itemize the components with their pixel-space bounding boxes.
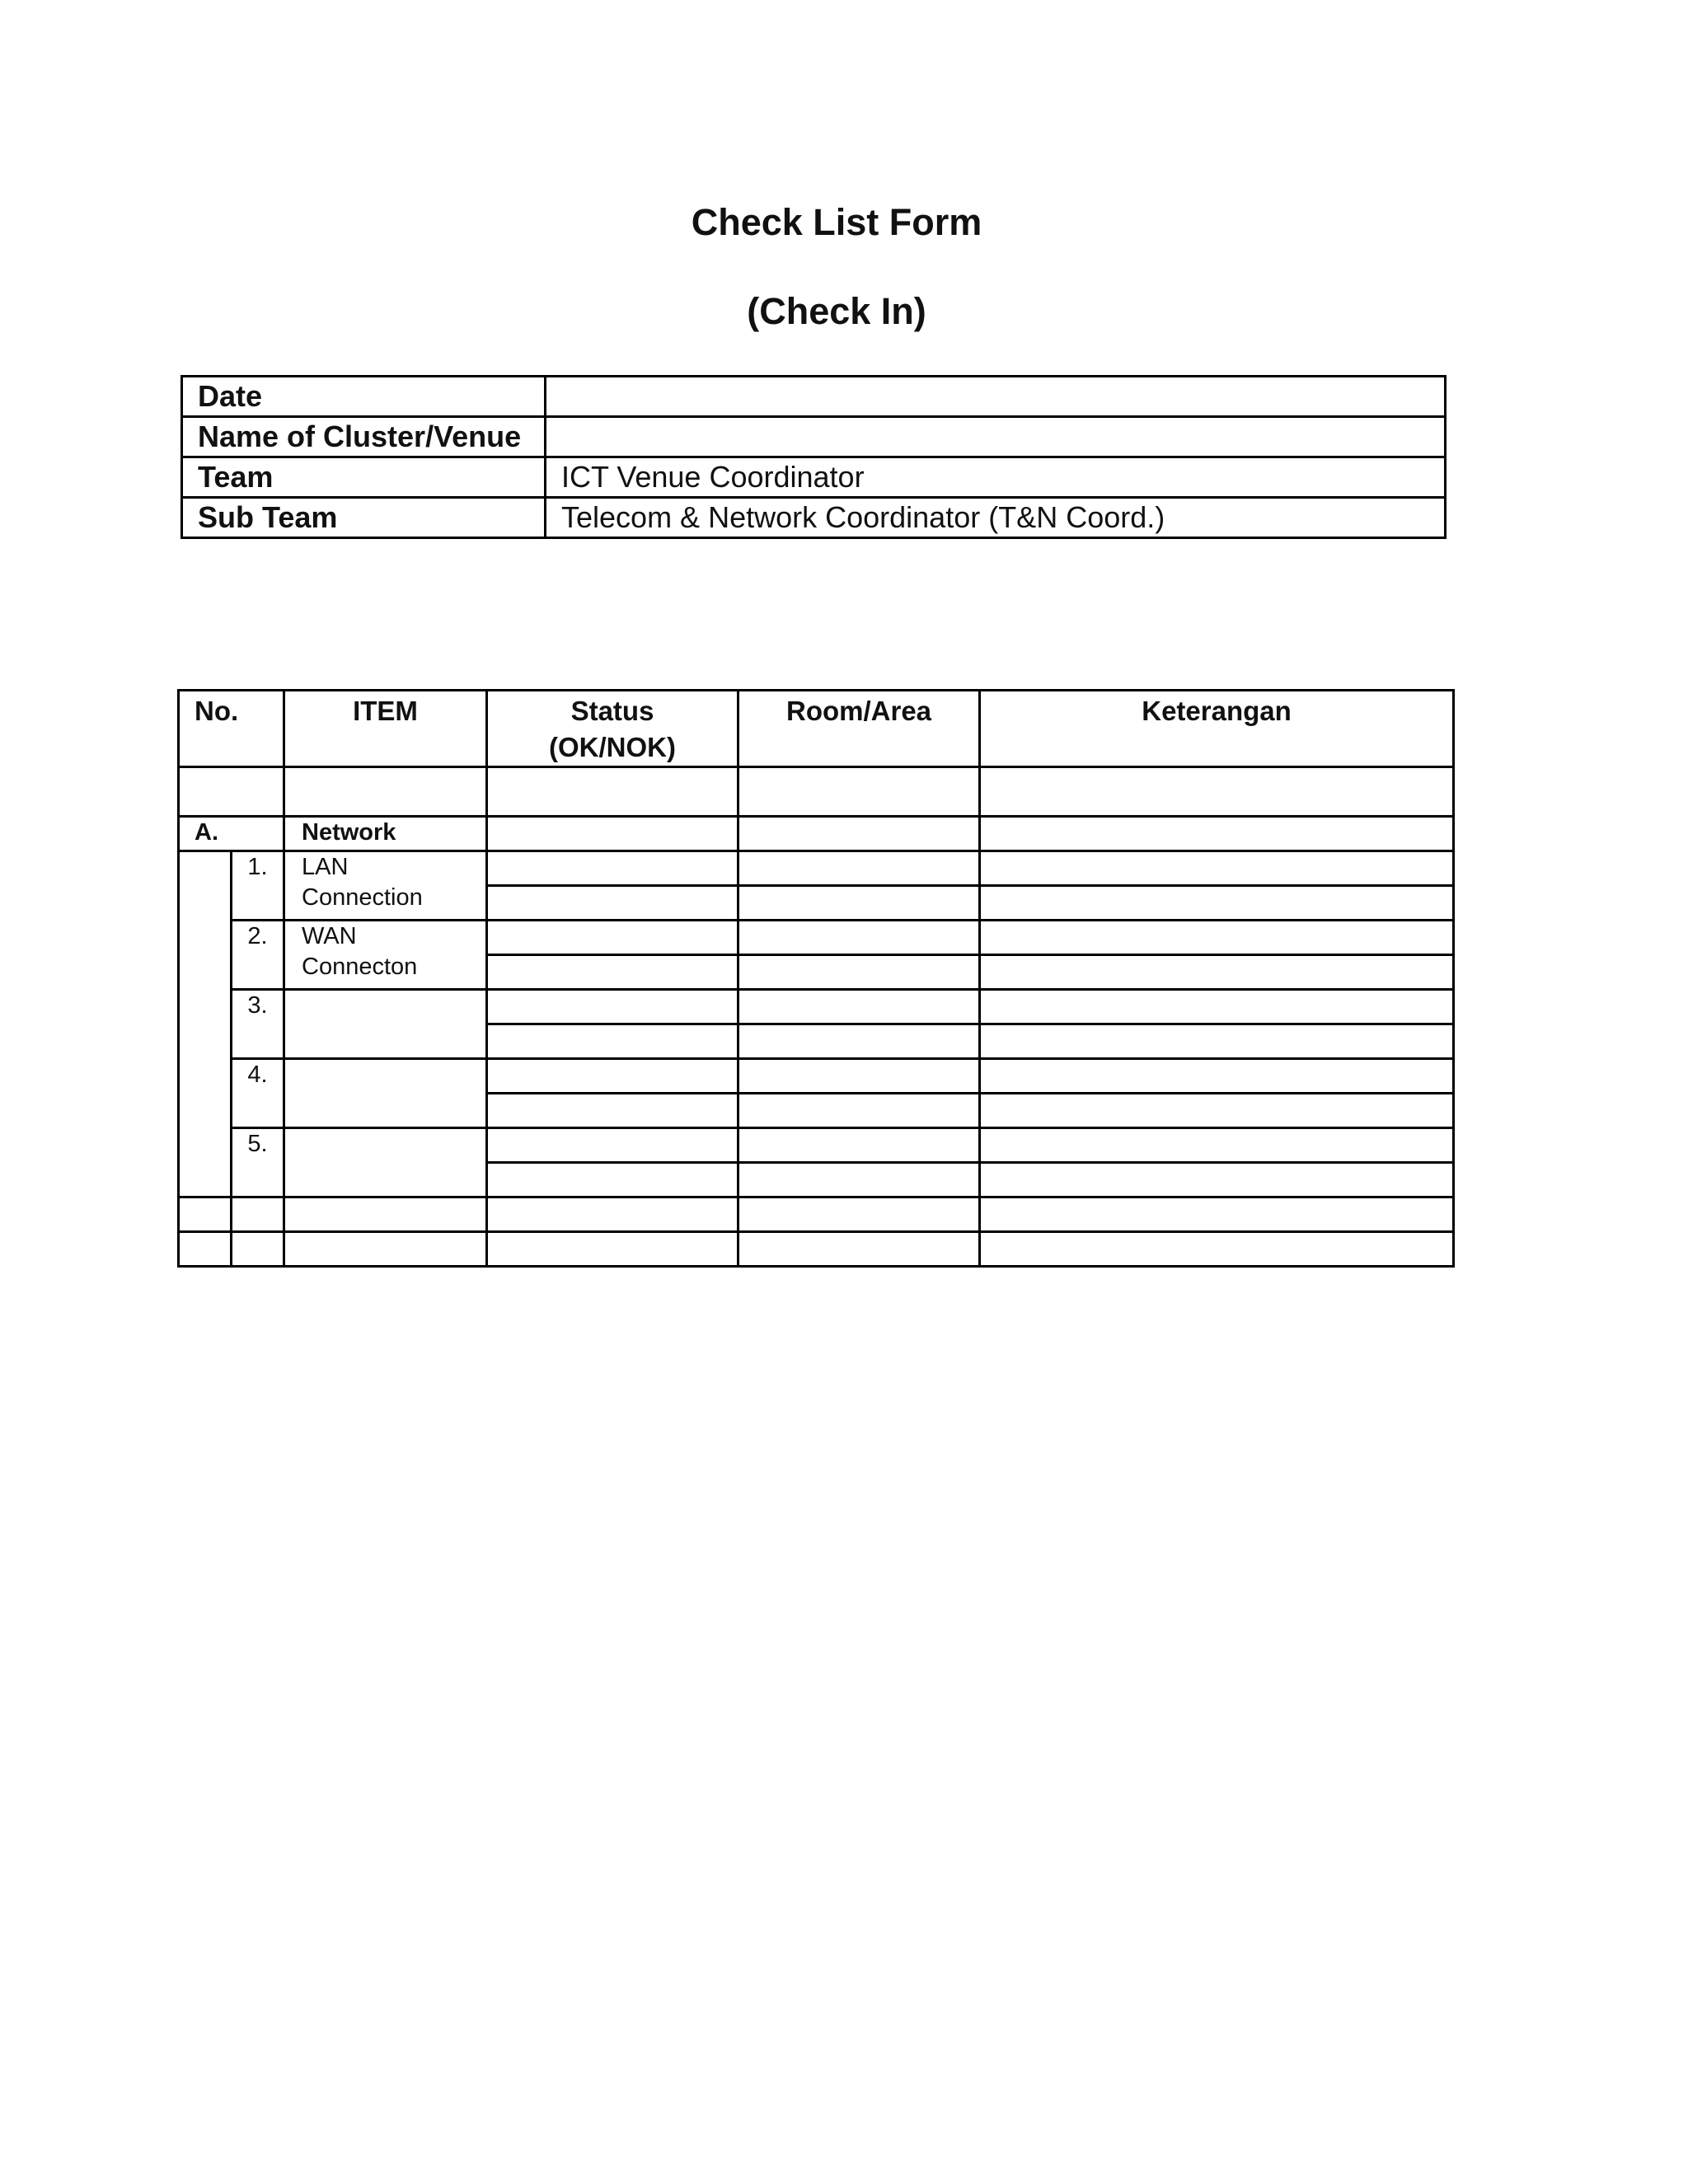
status-cell	[487, 1059, 738, 1094]
empty-cell	[232, 1232, 284, 1267]
status-cell	[487, 990, 738, 1024]
empty-cell	[487, 1232, 738, 1267]
team-value: ICT Venue Coordinator	[546, 457, 1446, 498]
item-name	[284, 921, 487, 990]
blank-cell	[980, 767, 1454, 817]
section-name: Network	[284, 817, 487, 851]
status-cell	[487, 1163, 738, 1197]
status-cell	[487, 851, 738, 886]
keterangan-cell	[980, 990, 1454, 1024]
empty-row	[179, 1197, 1454, 1232]
empty-cell	[738, 1197, 980, 1232]
item-row	[179, 1128, 1454, 1163]
info-row-team	[182, 457, 1446, 498]
keterangan-cell	[980, 1059, 1454, 1094]
keterangan-cell	[980, 886, 1454, 921]
item-number: 1.	[232, 851, 284, 921]
item-row	[179, 851, 1454, 886]
item-number: 4.	[232, 1059, 284, 1128]
checklist-header-row	[179, 691, 1454, 767]
blank-cell	[487, 767, 738, 817]
subteam-label: Sub Team	[182, 498, 546, 538]
room-cell	[738, 1163, 980, 1197]
keterangan-cell	[980, 921, 1454, 955]
room-cell	[738, 1128, 980, 1163]
header-item: ITEM	[284, 691, 487, 767]
empty-cell	[179, 1197, 232, 1232]
form-subtitle: (Check In)	[747, 290, 926, 332]
empty-cell	[284, 1197, 487, 1232]
room-cell	[738, 955, 980, 990]
status-cell	[487, 1128, 738, 1163]
empty-cell	[179, 1232, 232, 1267]
header-keterangan: Keterangan	[980, 691, 1454, 767]
room-cell	[738, 1059, 980, 1094]
item-name	[284, 990, 487, 1059]
room-cell	[738, 817, 980, 851]
info-row-subteam	[182, 498, 1446, 538]
room-cell	[738, 921, 980, 955]
room-cell	[738, 886, 980, 921]
info-row-venue	[182, 417, 1446, 457]
header-status-line2: (OK/NOK)	[549, 732, 676, 762]
empty-cell	[980, 1232, 1454, 1267]
item-number: 5.	[232, 1128, 284, 1197]
status-cell	[487, 1024, 738, 1059]
keterangan-cell	[980, 1024, 1454, 1059]
keterangan-cell	[980, 1128, 1454, 1163]
item-name-line2: Connecton	[302, 954, 418, 980]
item-row	[179, 1059, 1454, 1094]
keterangan-cell	[980, 851, 1454, 886]
blank-cell	[284, 767, 487, 817]
keterangan-cell	[980, 1094, 1454, 1128]
header-status	[487, 691, 738, 767]
item-name	[284, 1128, 487, 1197]
empty-cell	[738, 1232, 980, 1267]
room-cell	[738, 1024, 980, 1059]
status-cell	[487, 921, 738, 955]
checklist-table	[177, 689, 1455, 1268]
form-title: Check List Form	[691, 201, 982, 243]
blank-cell	[179, 767, 284, 817]
status-cell	[487, 955, 738, 990]
venue-label: Name of Cluster/Venue	[182, 417, 546, 457]
date-value	[546, 377, 1446, 417]
item-row	[179, 990, 1454, 1024]
venue-value	[546, 417, 1446, 457]
item-name-line2: Connection	[302, 884, 423, 911]
room-cell	[738, 990, 980, 1024]
status-cell	[487, 817, 738, 851]
item-name-line1: LAN	[302, 854, 349, 880]
item-row	[179, 921, 1454, 955]
info-table	[181, 375, 1447, 539]
info-row-date	[182, 377, 1446, 417]
indent-cell	[179, 851, 232, 1197]
section-row	[179, 817, 1454, 851]
team-label: Team	[182, 457, 546, 498]
subteam-value: Telecom & Network Coordinator (T&N Coord.)	[546, 498, 1446, 538]
empty-cell	[980, 1197, 1454, 1232]
blank-row	[179, 767, 1454, 817]
section-letter: A.	[179, 817, 284, 851]
keterangan-cell	[980, 955, 1454, 990]
room-cell	[738, 851, 980, 886]
room-cell	[738, 1094, 980, 1128]
item-number: 3.	[232, 990, 284, 1059]
item-name	[284, 851, 487, 921]
header-status-line1: Status	[570, 696, 654, 726]
empty-cell	[232, 1197, 284, 1232]
keterangan-cell	[980, 817, 1454, 851]
item-name	[284, 1059, 487, 1128]
keterangan-cell	[980, 1163, 1454, 1197]
status-cell	[487, 886, 738, 921]
date-label: Date	[182, 377, 546, 417]
blank-cell	[738, 767, 980, 817]
status-cell	[487, 1094, 738, 1128]
header-room: Room/Area	[738, 691, 980, 767]
item-number: 2.	[232, 921, 284, 990]
empty-cell	[487, 1197, 738, 1232]
empty-row	[179, 1232, 1454, 1267]
item-name-line1: WAN	[302, 923, 357, 949]
empty-cell	[284, 1232, 487, 1267]
header-no: No.	[179, 691, 284, 767]
